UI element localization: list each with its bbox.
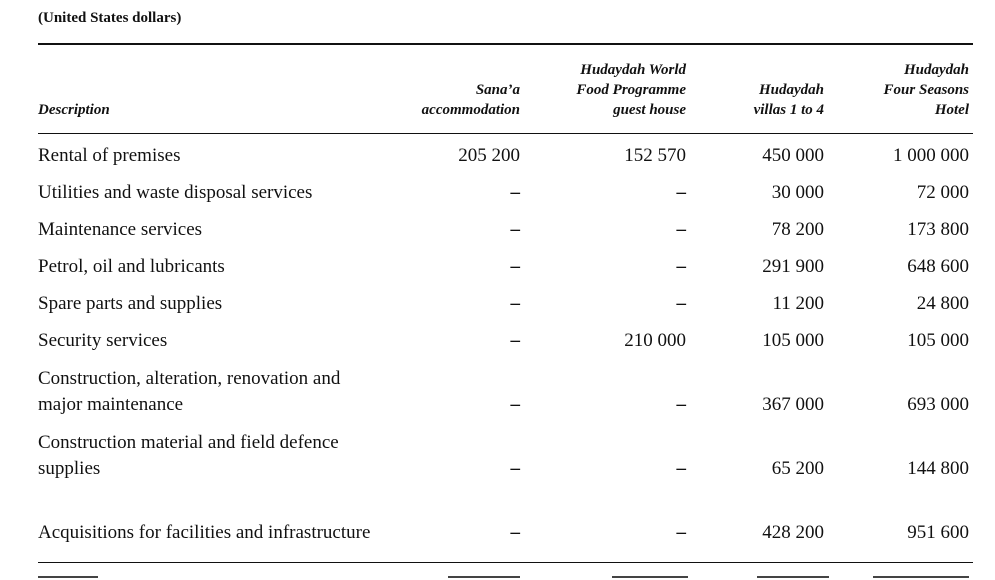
cell-sanaa: –: [510, 458, 520, 479]
cell-villas: 11 200: [772, 293, 824, 314]
col-header-villas: Hudaydah villas 1 to 4: [753, 82, 824, 118]
cell-wfp: –: [676, 293, 686, 314]
table-row: [38, 280, 973, 317]
cell-hotel: 693 000: [907, 394, 969, 415]
cell-hotel: 951 600: [907, 522, 969, 543]
cell-villas: 65 200: [771, 458, 824, 479]
cell-sanaa: –: [510, 522, 520, 543]
cell-hotel: 1 000 000: [893, 145, 969, 166]
cell-villas: 367 000: [762, 394, 824, 415]
table-row: [38, 482, 973, 546]
col-header-sanaa: Sana’a accommodation: [421, 82, 520, 118]
total-rule-stub: [757, 576, 829, 578]
row-description: Security services: [38, 330, 168, 351]
cell-villas: 291 900: [762, 256, 824, 277]
cost-table: [38, 55, 973, 546]
table-row: [38, 169, 973, 206]
total-rule-stub: [38, 576, 98, 578]
table-row: [38, 132, 973, 169]
cell-wfp: –: [676, 219, 686, 240]
cell-wfp: –: [676, 458, 686, 479]
cell-wfp: 210 000: [624, 330, 686, 351]
cell-sanaa: –: [510, 182, 520, 203]
cell-sanaa: –: [510, 219, 520, 240]
cell-villas: 30 000: [771, 182, 824, 203]
cell-wfp: –: [676, 394, 686, 415]
table-row: [38, 418, 973, 482]
top-rule: [38, 43, 973, 45]
row-description: Acquisitions for facilities and infrastructure: [38, 522, 371, 543]
cell-hotel: 648 600: [907, 256, 969, 277]
bottom-rule: [38, 562, 973, 563]
cell-villas: 450 000: [762, 145, 824, 166]
col-header-description: Description: [38, 102, 110, 118]
total-rule-stub: [612, 576, 688, 578]
cell-hotel: 144 800: [907, 458, 969, 479]
row-description: Spare parts and supplies: [38, 293, 223, 314]
cell-wfp: 152 570: [624, 145, 686, 166]
table-row: [38, 317, 973, 354]
cell-hotel: 24 800: [916, 293, 969, 314]
header-row: [38, 55, 973, 120]
cell-wfp: –: [676, 522, 686, 543]
table-row: [38, 354, 973, 418]
total-rule-stub: [448, 576, 520, 578]
table-row: [38, 243, 973, 280]
cell-villas: 78 200: [771, 219, 824, 240]
cell-villas: 105 000: [762, 330, 824, 351]
cell-wfp: –: [676, 182, 686, 203]
unit-note: (United States dollars): [38, 10, 182, 26]
cell-wfp: –: [676, 256, 686, 277]
cell-hotel: 72 000: [916, 182, 969, 203]
total-rule-stub: [873, 576, 969, 578]
cell-sanaa: –: [510, 394, 520, 415]
cell-sanaa: 205 200: [458, 145, 520, 166]
table-row: [38, 206, 973, 243]
row-description: Petrol, oil and lubricants: [38, 256, 225, 277]
cell-villas: 428 200: [762, 522, 824, 543]
cell-hotel: 105 000: [907, 330, 969, 351]
row-description: Construction, alteration, renovation and major maintenance: [38, 368, 341, 415]
row-description: Construction material and field defence supplies: [38, 432, 339, 479]
row-description: Maintenance services: [38, 219, 203, 240]
cell-hotel: 173 800: [907, 219, 969, 240]
row-description: Utilities and waste disposal services: [38, 182, 313, 203]
cell-sanaa: –: [510, 256, 520, 277]
row-description: Rental of premises: [38, 145, 181, 166]
col-header-wfp-guest-house: Hudaydah World Food Programme guest house: [576, 62, 686, 118]
cell-sanaa: –: [510, 330, 520, 351]
cell-sanaa: –: [510, 293, 520, 314]
col-header-four-seasons: Hudaydah Four Seasons Hotel: [883, 62, 969, 118]
